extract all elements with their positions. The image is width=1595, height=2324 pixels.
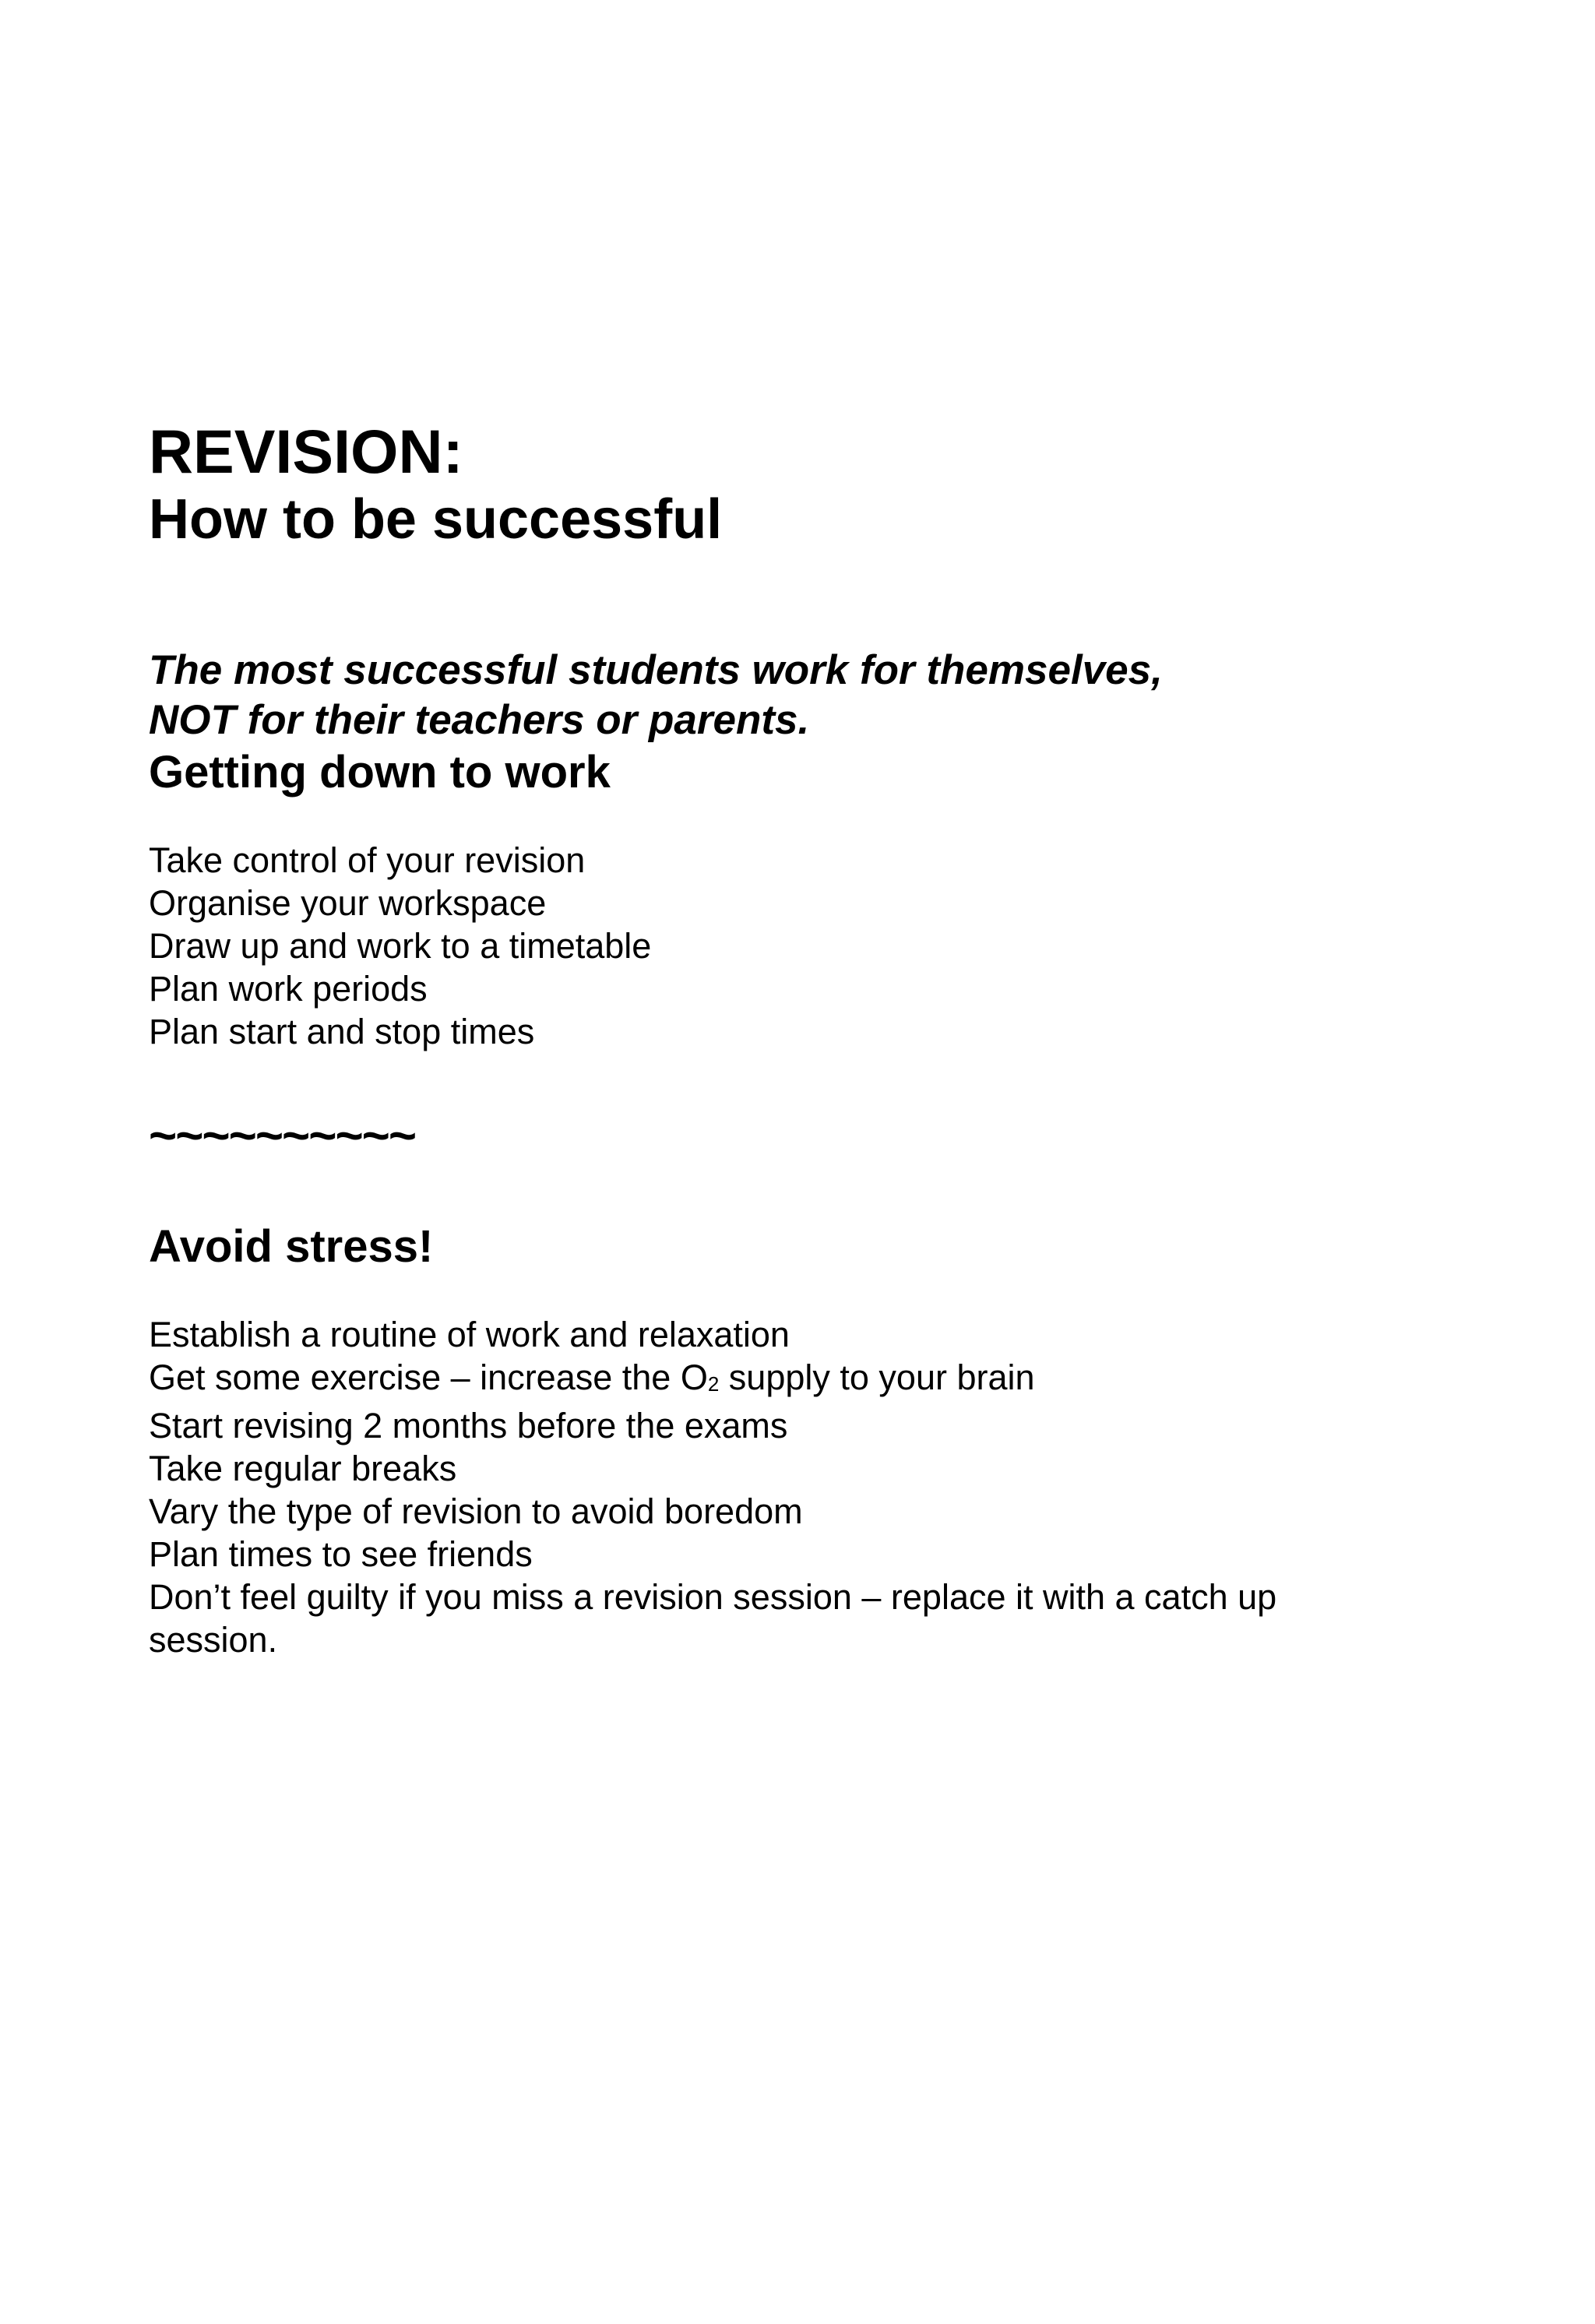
- list-item-guilt: [149, 1576, 1473, 1661]
- section-heading-getting-down-to-work: Getting down to work: [149, 747, 611, 798]
- list-item: Start revising 2 months before the exams: [149, 1406, 788, 1445]
- list-item: Plan work periods: [149, 969, 428, 1009]
- list-item: Plan start and stop times: [149, 1012, 535, 1051]
- list-item: Plan times to see friends: [149, 1534, 533, 1574]
- list-item: Take control of your revision: [149, 840, 586, 880]
- motto-line-1: The most successful students work for themselves,: [149, 647, 1163, 693]
- guilt-line-1: Don’t feel guilty if you miss a revision session – replace it with a catch up: [149, 1577, 1277, 1617]
- document-title: REVISION:: [149, 417, 463, 486]
- list-item-exercise: [149, 1356, 1473, 1404]
- exercise-text-start: Get some exercise – increase the O: [149, 1357, 708, 1397]
- getting-down-to-work-list: [149, 839, 1473, 1053]
- document-page: [149, 417, 1473, 1661]
- list-item: Draw up and work to a timetable: [149, 926, 652, 966]
- tilde-divider: ~~~~~~~~~~: [149, 1109, 416, 1163]
- exercise-text-end: supply to your brain: [719, 1357, 1035, 1397]
- oxygen-subscript: 2: [707, 1372, 720, 1396]
- motto: [149, 646, 1473, 745]
- section-heading-avoid-stress: Avoid stress!: [149, 1221, 434, 1272]
- list-item: Vary the type of revision to avoid boredom: [149, 1491, 803, 1531]
- document-subtitle: How to be successful: [149, 488, 723, 551]
- avoid-stress-list: [149, 1313, 1473, 1661]
- list-item: Take regular breaks: [149, 1449, 457, 1488]
- list-item: Establish a routine of work and relaxation: [149, 1315, 790, 1354]
- list-item: Organise your workspace: [149, 883, 547, 923]
- motto-line-2: NOT for their teachers or parents.: [149, 697, 810, 743]
- guilt-line-2: session.: [149, 1620, 278, 1660]
